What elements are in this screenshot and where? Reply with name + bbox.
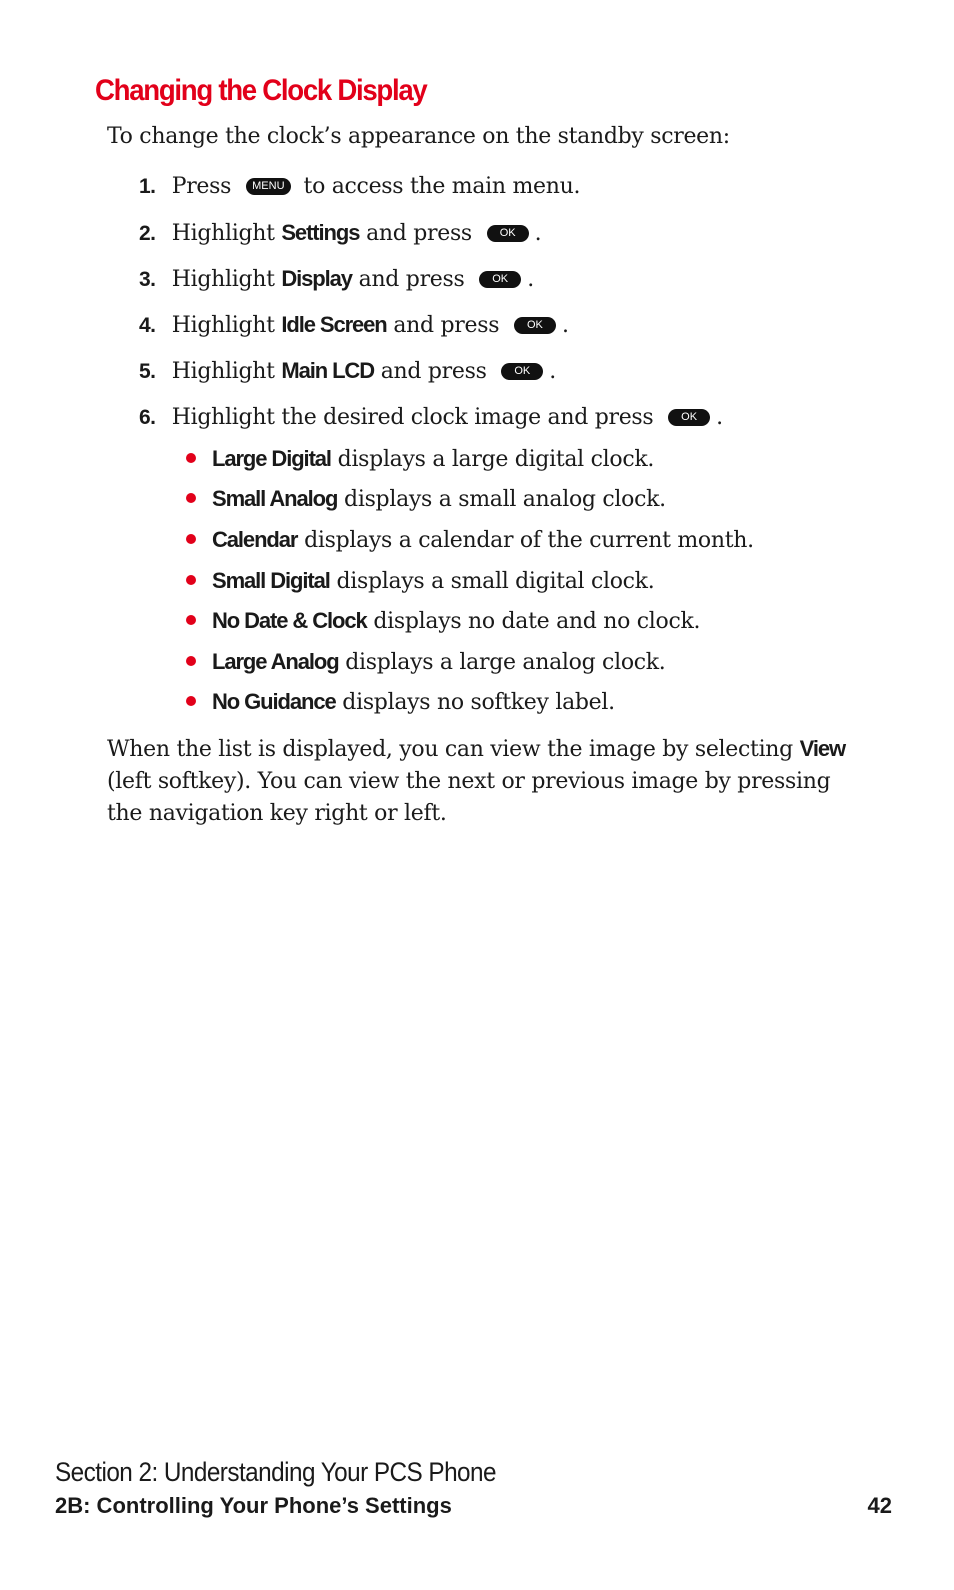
step-period: . (716, 405, 723, 430)
step-1 (139, 172, 580, 202)
option-description: displays a small digital clock. (336, 569, 655, 594)
bullet-icon (186, 493, 196, 503)
step-number: 5. (139, 360, 156, 383)
page-number: 42 (867, 1493, 892, 1518)
step-text: and press (393, 313, 500, 338)
step-2 (139, 218, 541, 248)
step-text: and press (366, 221, 472, 246)
bullet-icon (186, 656, 196, 666)
ok-key-icon: OK (487, 225, 529, 242)
page-heading: Changing the Clock Display (95, 74, 427, 107)
bullet-icon (186, 575, 196, 585)
closing-text: When the list is displayed, you can view the image by selecting (107, 737, 793, 762)
bullet-icon (186, 534, 196, 544)
option-item (186, 606, 700, 636)
menu-term: View (799, 736, 846, 761)
step-text: Highlight the desired clock image and press (171, 405, 654, 430)
step-text: Press (171, 174, 232, 199)
option-name: Calendar (212, 527, 298, 552)
bullet-icon (186, 453, 196, 463)
menu-term: Main LCD (281, 358, 374, 383)
step-number: 1. (139, 175, 156, 198)
bullet-icon (186, 696, 196, 706)
step-text: and press (358, 267, 465, 292)
footer-section-title: Section 2: Understanding Your PCS Phone (55, 1457, 496, 1487)
option-description: displays a large digital clock. (337, 447, 655, 472)
option-description: displays a large analog clock. (345, 650, 666, 675)
option-item (186, 687, 615, 717)
step-5 (139, 356, 556, 386)
closing-paragraph (107, 733, 847, 830)
option-item (186, 444, 654, 474)
closing-text: (left softkey). You can view the next or previous image by pressing the navigation key right or left. (107, 769, 831, 826)
menu-key-icon: MENU (246, 178, 291, 195)
step-text: Highlight (171, 221, 275, 246)
intro-text: To change the clock’s appearance on the standby screen: (107, 124, 730, 149)
step-text: to access the main menu. (303, 174, 581, 199)
option-item (186, 647, 666, 677)
option-name: No Date & Clock (212, 608, 367, 633)
option-name: Small Digital (212, 568, 330, 593)
step-number: 6. (139, 406, 156, 429)
step-number: 2. (139, 222, 156, 245)
step-period: . (561, 313, 569, 338)
option-description: displays a small analog clock. (344, 487, 666, 512)
menu-term: Settings (281, 220, 360, 245)
option-name: Large Analog (212, 649, 339, 674)
menu-term: Idle Screen (281, 312, 387, 337)
step-text: Highlight (171, 267, 275, 292)
ok-key-icon: OK (514, 317, 556, 334)
option-name: No Guidance (212, 689, 336, 714)
footer-chapter-title: 2B: Controlling Your Phone’s Settings (55, 1493, 452, 1518)
option-name: Large Digital (212, 446, 331, 471)
step-text: Highlight (171, 313, 275, 338)
step-4 (139, 310, 569, 340)
ok-key-icon: OK (501, 363, 543, 380)
option-name: Small Analog (212, 486, 338, 511)
step-period: . (534, 221, 542, 246)
option-description: displays no date and no clock. (373, 609, 701, 634)
menu-term: Display (281, 266, 352, 291)
option-description: displays a calendar of the current month. (304, 528, 754, 553)
step-3 (139, 264, 534, 294)
ok-key-icon: OK (479, 271, 521, 288)
option-description: displays no softkey label. (342, 690, 615, 715)
step-period: . (549, 359, 556, 384)
step-number: 3. (139, 268, 156, 291)
bullet-icon (186, 615, 196, 625)
option-item (186, 484, 666, 514)
step-text: and press (380, 359, 487, 384)
step-text: Highlight (171, 359, 275, 384)
step-period: . (527, 267, 534, 292)
ok-key-icon: OK (668, 409, 710, 426)
option-item (186, 525, 754, 555)
step-number: 4. (139, 314, 156, 337)
step-6 (139, 403, 723, 433)
option-item (186, 566, 654, 596)
